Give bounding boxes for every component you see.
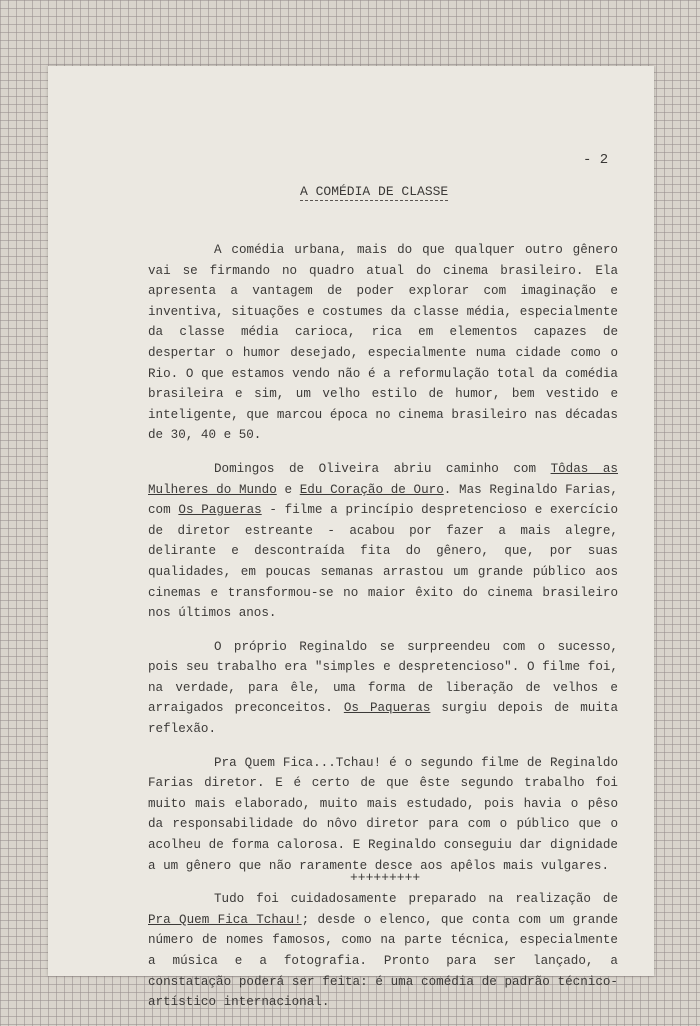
film-title: Edu Coração de Ouro bbox=[299, 482, 444, 497]
paragraph bbox=[148, 240, 618, 446]
paragraph bbox=[148, 753, 618, 877]
text-segment: Domingos de Oliveira abriu caminho com bbox=[214, 461, 551, 476]
paragraph bbox=[148, 637, 618, 740]
end-marker: +++++++++ bbox=[350, 870, 421, 885]
paragraph bbox=[148, 459, 618, 624]
text-segment: . Mas Reginaldo Farias, com bbox=[148, 482, 618, 518]
film-title: Pra Quem Fica Tchau! bbox=[148, 912, 302, 927]
film-title: Os Pagueras bbox=[178, 503, 262, 518]
film-title: Os Paqueras bbox=[343, 701, 431, 716]
body-text bbox=[148, 240, 618, 1026]
text-segment: Tudo foi cuidadosamente preparado na realização de bbox=[214, 892, 618, 907]
paragraph bbox=[148, 889, 618, 1013]
text-segment: surgiu depois de muita reflexão. bbox=[148, 701, 618, 737]
text-segment: e bbox=[276, 482, 300, 497]
text-segment: A comédia urbana, mais do que qualquer outro gênero vai se firmando no quadro atual do cinema brasileiro. Ela apresenta a vantagem de poder explorar com imaginação e inventiva, situações e costumes da classe média, especialmente da classe média carioca, rica em elementos capazes de despertar o humor desejado, especialmente numa cidade como o Rio. O que estamos vendo não é a reformulação total da comédia brasileira e sim, um velho estilo de humor, bem vestido e inteligente, que marcou época no cinema brasileiro nas décadas de 30, 40 e 50. bbox=[148, 243, 618, 443]
document-title: A COMÉDIA DE CLASSE bbox=[300, 184, 449, 199]
page-number: - 2 bbox=[583, 152, 609, 168]
text-segment: ; desde o elenco, que conta com um grande número de nomes famosos, como na parte técnica, especialmente a música e a fotografia. Pronto para ser lançado, a constatação poderá ser feita: é uma comédia de padrão técnico-artístico internacional. bbox=[148, 912, 619, 1010]
text-segment: O próprio Reginaldo se surpreendeu com o sucesso, pois seu trabalho era "simples e despretencioso". O filme foi, na verdade, para êle, uma forma de liberação de velhos e arraigados preconceitos. bbox=[148, 639, 618, 716]
text-segment: Pra Quem Fica...Tchau! é o segundo filme de Reginaldo Farias diretor. E é certo de que êste segundo trabalho foi muito mais elaborado, muito mais estudado, pois havia o pêso da responsabilidade do nôvo diretor para com o público que o acolheu de forma calorosa. E Reginaldo conseguiu dar dignidade a um gênero que não raramente desce aos apêlos mais vulgares. bbox=[148, 755, 618, 873]
text-segment: - filme a princípio despretencioso e exercício de diretor estreante - acabou por fazer a mais alegre, delirante e descontraída fita do gênero, que, por suas qualidades, em poucas semanas arrastou um grande público aos cinemas e transformou-se no maior êxito do cinema brasileiro nos últimos anos. bbox=[148, 503, 618, 621]
film-title: Tôdas as Mulheres do Mundo bbox=[148, 461, 618, 497]
